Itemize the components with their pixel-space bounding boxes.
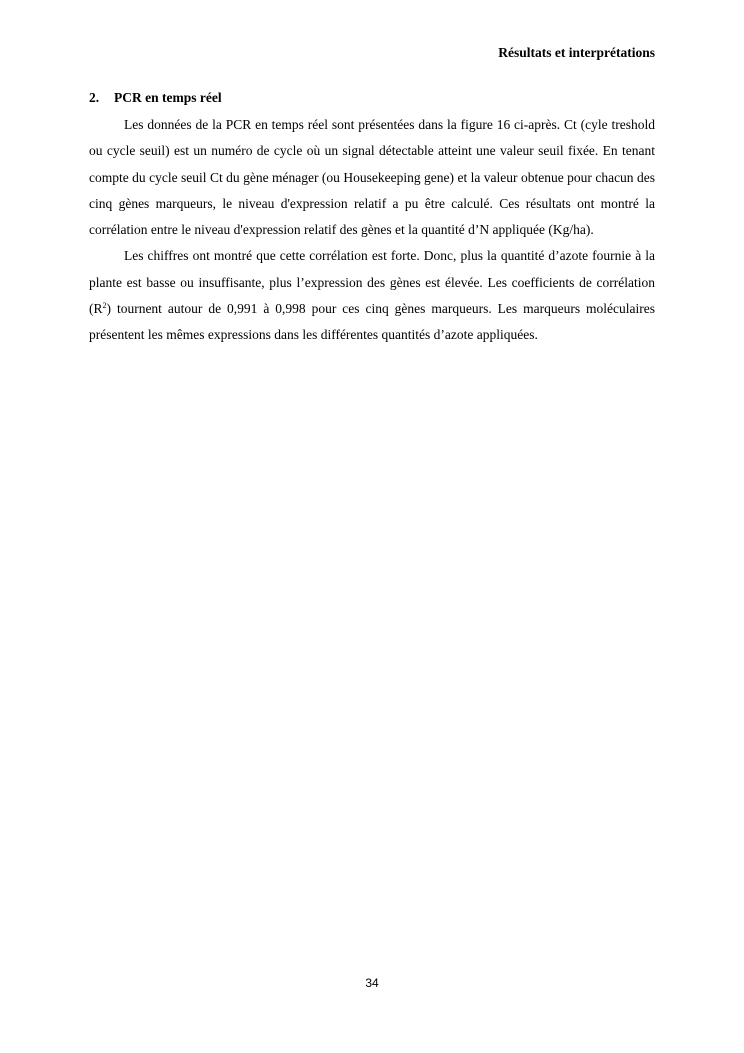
superscript-exponent: 2 <box>102 301 107 311</box>
section-number: 2. <box>89 90 100 105</box>
paragraph-correlation-text-end: ) tournent autour de 0,991 à 0,998 pour ces cinq gènes marqueurs. Les marqueurs moléculaires présentent les mêmes expressions dans les différentes quantités d’azote appliquées. <box>89 301 655 343</box>
body-text <box>89 112 655 349</box>
paragraph-pcr-data: Les données de la PCR en temps réel sont présentées dans la figure 16 ci-après. Ct (cyle treshold ou cycle seuil) est un numéro de cycle où un signal détectable atteint une valeur seuil fixée. En tenant compte du cycle seuil Ct du gène ménager (ou Housekeeping gene) et la valeur obtenue pour chacun des cinq gènes marqueurs, le niveau d'expression relatif a pu être calculé. Ces résultats ont montré la corrélation entre le niveau d'expression relatif des gènes et la quantité d’N appliquée (Kg/ha). <box>89 117 655 238</box>
paragraph-correlation <box>89 243 655 348</box>
running-header: Résultats et interprétations <box>498 45 655 60</box>
paragraph-correlation-text: Les chiffres ont montré que cette corrélation est forte. Donc, plus la quantité d’azote fournie à la plante est basse ou insuffisante, plus l’expression des gènes est élevée. Les coefficients de corrélation (R <box>89 248 655 317</box>
section-heading <box>89 89 222 107</box>
page-number: 34 <box>365 976 379 990</box>
section-title: PCR en temps réel <box>114 90 222 105</box>
